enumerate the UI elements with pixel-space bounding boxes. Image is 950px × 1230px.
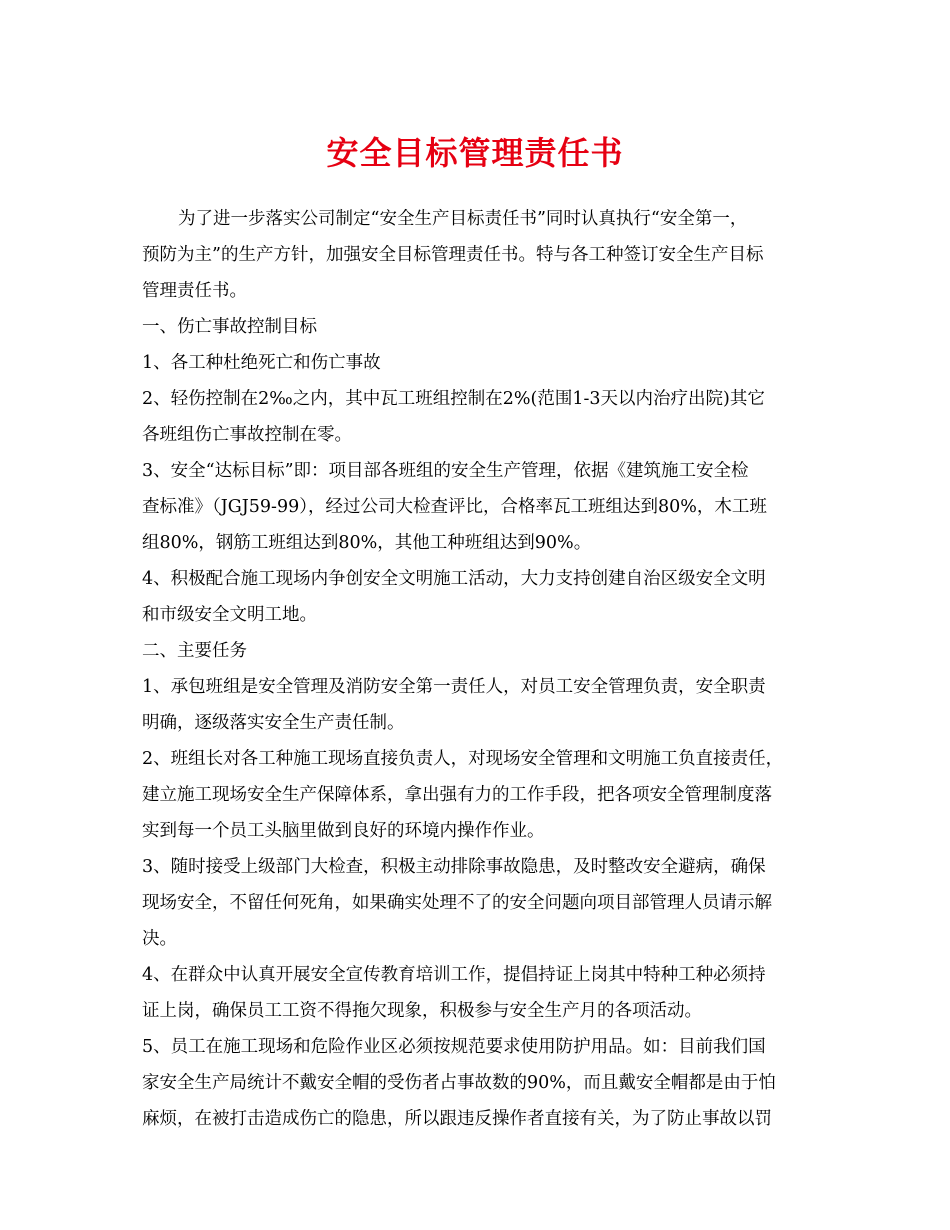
list-item-line: 家安全生产局统计不戴安全帽的受伤者占事故数的90%，而且戴安全帽都是由于怕 xyxy=(142,1073,776,1093)
list-item-line: 各班组伤亡事故控制在零。 xyxy=(142,425,352,445)
list-item-line: 2、轻伤控制在2‰之内，其中瓦工班组控制在2%(范围1-3天以内治疗出院)其它 xyxy=(142,389,765,409)
list-item-line: 5、员工在施工现场和危险作业区必须按规范要求使用防护用品。如：目前我们国 xyxy=(142,1037,766,1057)
list-item-line: 麻烦，在被打击造成伤亡的隐患，所以跟违反操作者直接有关，为了防止事故以罚 xyxy=(142,1109,772,1129)
list-item-line: 4、在群众中认真开展安全宣传教育培训工作，提倡持证上岗其中特种工种必须持 xyxy=(142,965,766,985)
list-item-line: 组80%，钢筋工班组达到80%，其他工种班组达到90%。 xyxy=(142,533,592,553)
list-item-line: 2、班组长对各工种施工现场直接负责人，对现场安全管理和文明施工负直接责任， xyxy=(142,749,784,769)
list-item-line: 和市级安全文明工地。 xyxy=(142,605,317,625)
document-body xyxy=(142,201,822,1137)
paragraph-intro-line: 为了进一步落实公司制定“安全生产目标责任书”同时认真执行“安全第一， xyxy=(178,209,748,229)
section-heading: 二、主要任务 xyxy=(142,641,247,661)
list-item-line: 3、随时接受上级部门大检查，积极主动排除事故隐患，及时整改安全避病，确保 xyxy=(142,857,766,877)
list-item-line: 现场安全，不留任何死角，如果确实处理不了的安全问题向项目部管理人员请示解 xyxy=(142,893,772,913)
section-heading: 一、伤亡事故控制目标 xyxy=(142,317,317,337)
list-item-line: 查标准》（JGJ59-99），经过公司大检查评比，合格率瓦工班组达到80%，木工班 xyxy=(142,497,767,517)
list-item-line: 明确，逐级落实安全生产责任制。 xyxy=(142,713,405,733)
paragraph-intro-line: 预防为主”的生产方针，加强安全目标管理责任书。特与各工种签订安全生产目标 xyxy=(142,245,764,265)
list-item-line: 建立施工现场安全生产保障体系，拿出强有力的工作手段，把各项安全管理制度落 xyxy=(142,785,772,805)
list-item-line: 1、承包班组是安全管理及消防安全第一责任人，对员工安全管理负责，安全职责 xyxy=(142,677,766,697)
list-item-line: 4、积极配合施工现场内争创安全文明施工活动，大力支持创建自治区级安全文明 xyxy=(142,569,766,589)
list-item-line: 1、各工种杜绝死亡和伤亡事故 xyxy=(142,353,381,373)
list-item-line: 决。 xyxy=(142,929,177,949)
list-item-line: 证上岗，确保员工工资不得拖欠现象，积极参与安全生产月的各项活动。 xyxy=(142,1001,702,1021)
list-item-line: 实到每一个员工头脑里做到良好的环境内操作作业。 xyxy=(142,821,545,841)
document-title: 安全目标管理责任书 xyxy=(326,134,624,172)
list-item-line: 3、安全“达标目标”即：项目部各班组的安全生产管理，依据《建筑施工安全检 xyxy=(142,461,749,481)
paragraph-intro-line: 管理责任书。 xyxy=(142,281,247,301)
